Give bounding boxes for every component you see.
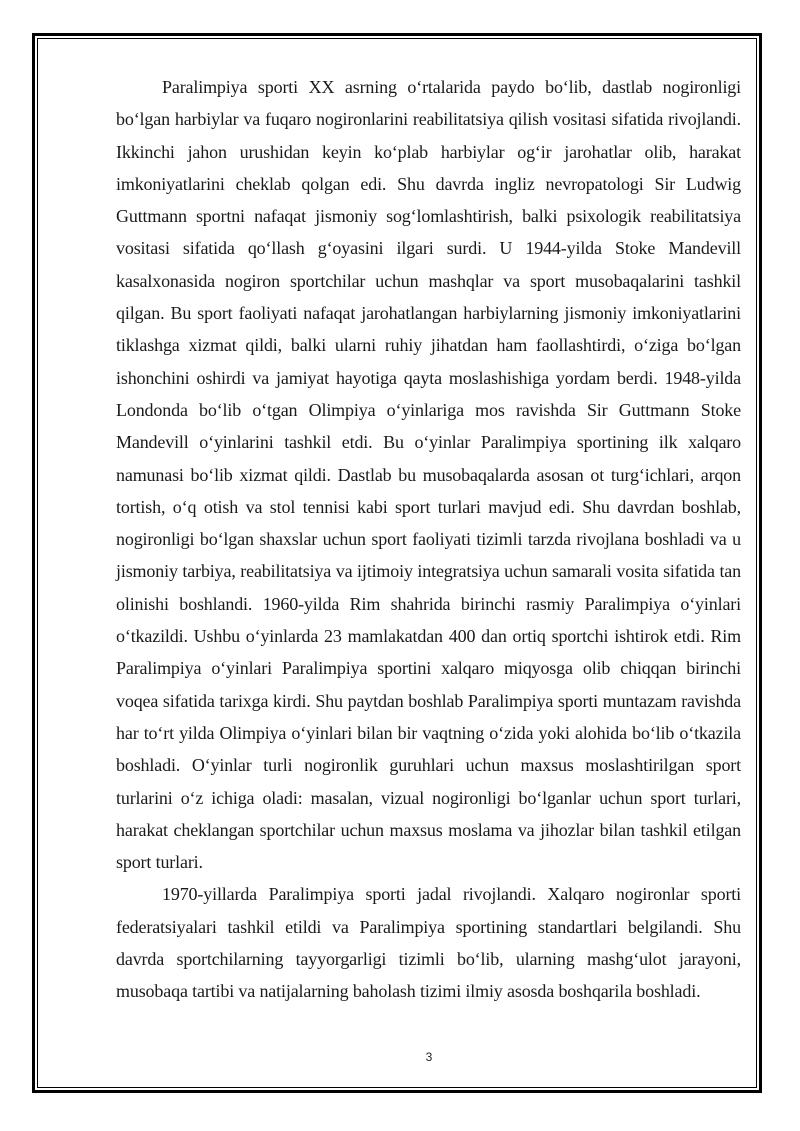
page-number: 3 <box>425 1050 433 1064</box>
paragraph-1: Paralimpiya sporti XX asrning oʻrtalarida paydo boʻlib, dastlab nogironligi boʻlgan harbiylar va fuqaro nogironlarini reabilitatsiya qilish vositasi sifatida rivojlandi. Ikkinchi jahon urushidan keyin koʻplab harbiylar ogʻir jarohatlar olib, harakat imkoniyatlarini cheklab qolgan edi. Shu davrda ingliz nevropatologi Sir Ludwig Guttmann sportni nafaqat jismoniy sogʻlomlashtirish, balki psixologik reabilitatsiya vositasi sifatida qoʻllash gʻoyasini ilgari surdi. U 1944-yilda Stoke Mandevill kasalxonasida nogiron sportchilar uchun mashqlar va sport musobaqalarini tashkil qilgan. Bu sport faoliyati nafaqat jarohatlangan harbiylarning jismoniy imkoniyatlarini tiklashga xizmat qildi, balki ularni ruhiy jihatdan ham faollashtirdi, oʻziga boʻlgan ishonchini oshirdi va jamiyat hayotiga qayta moslashishiga yordam berdi. 1948-yilda Londonda boʻlib oʻtgan Olimpiya oʻyinlariga mos ravishda Sir Guttmann Stoke Mandevill oʻyinlarini tashkil etdi. Bu oʻyinlar Paralimpiya sportining ilk xalqaro namunasi boʻlib xizmat qildi. Dastlab bu musobaqalarda asosan ot turgʻichlari, arqon tortish, oʻq otish va stol tennisi kabi sport turlari mavjud edi. Shu davrdan boshlab, nogironligi boʻlgan shaxslar uchun sport faoliyati tizimli tarzda rivojlana boshladi va u jismoniy tarbiya, reabilitatsiya va ijtimoiy integratsiya uchun samarali vosita sifatida tan olinishi boshlandi. 1960-yilda Rim shahrida birinchi rasmiy Paralimpiya oʻyinlari oʻtkazildi. Ushbu oʻyinlarda 23 mamlakatdan 400 dan ortiq sportchi ishtirok etdi. Rim Paralimpiya oʻyinlari Paralimpiya sportini xalqaro miqyosga olib chiqqan birinchi voqea sifatida tarixga kirdi. Shu paytdan boshlab Paralimpiya sporti muntazam ravishda har toʻrt yilda Olimpiya oʻyinlari bilan bir vaqtning oʻzida yoki alohida boʻlib oʻtkazila boshladi. Oʻyinlar turli nogironlik guruhlari uchun maxsus moslashtirilgan sport turlarini oʻz ichiga oladi: masalan, vizual nogironligi boʻlganlar uchun sport turlari, harakat cheklangan sportchilar uchun maxsus moslama va jihozlar bilan tashkil etilgan sport turlari. <box>116 77 741 873</box>
document-body <box>116 71 741 1008</box>
paragraph-2: 1970-yillarda Paralimpiya sporti jadal rivojlandi. Xalqaro nogironlar sporti federatsiyalari tashkil etildi va Paralimpiya sportining standartlari belgilandi. Shu davrda sportchilarning tayyorgarligi tizimli boʻlib, ularning mashgʻulot jarayoni, musobaqa tartibi va natijalarning baholash tizimi ilmiy asosda boshqarila boshladi. <box>116 884 741 1002</box>
